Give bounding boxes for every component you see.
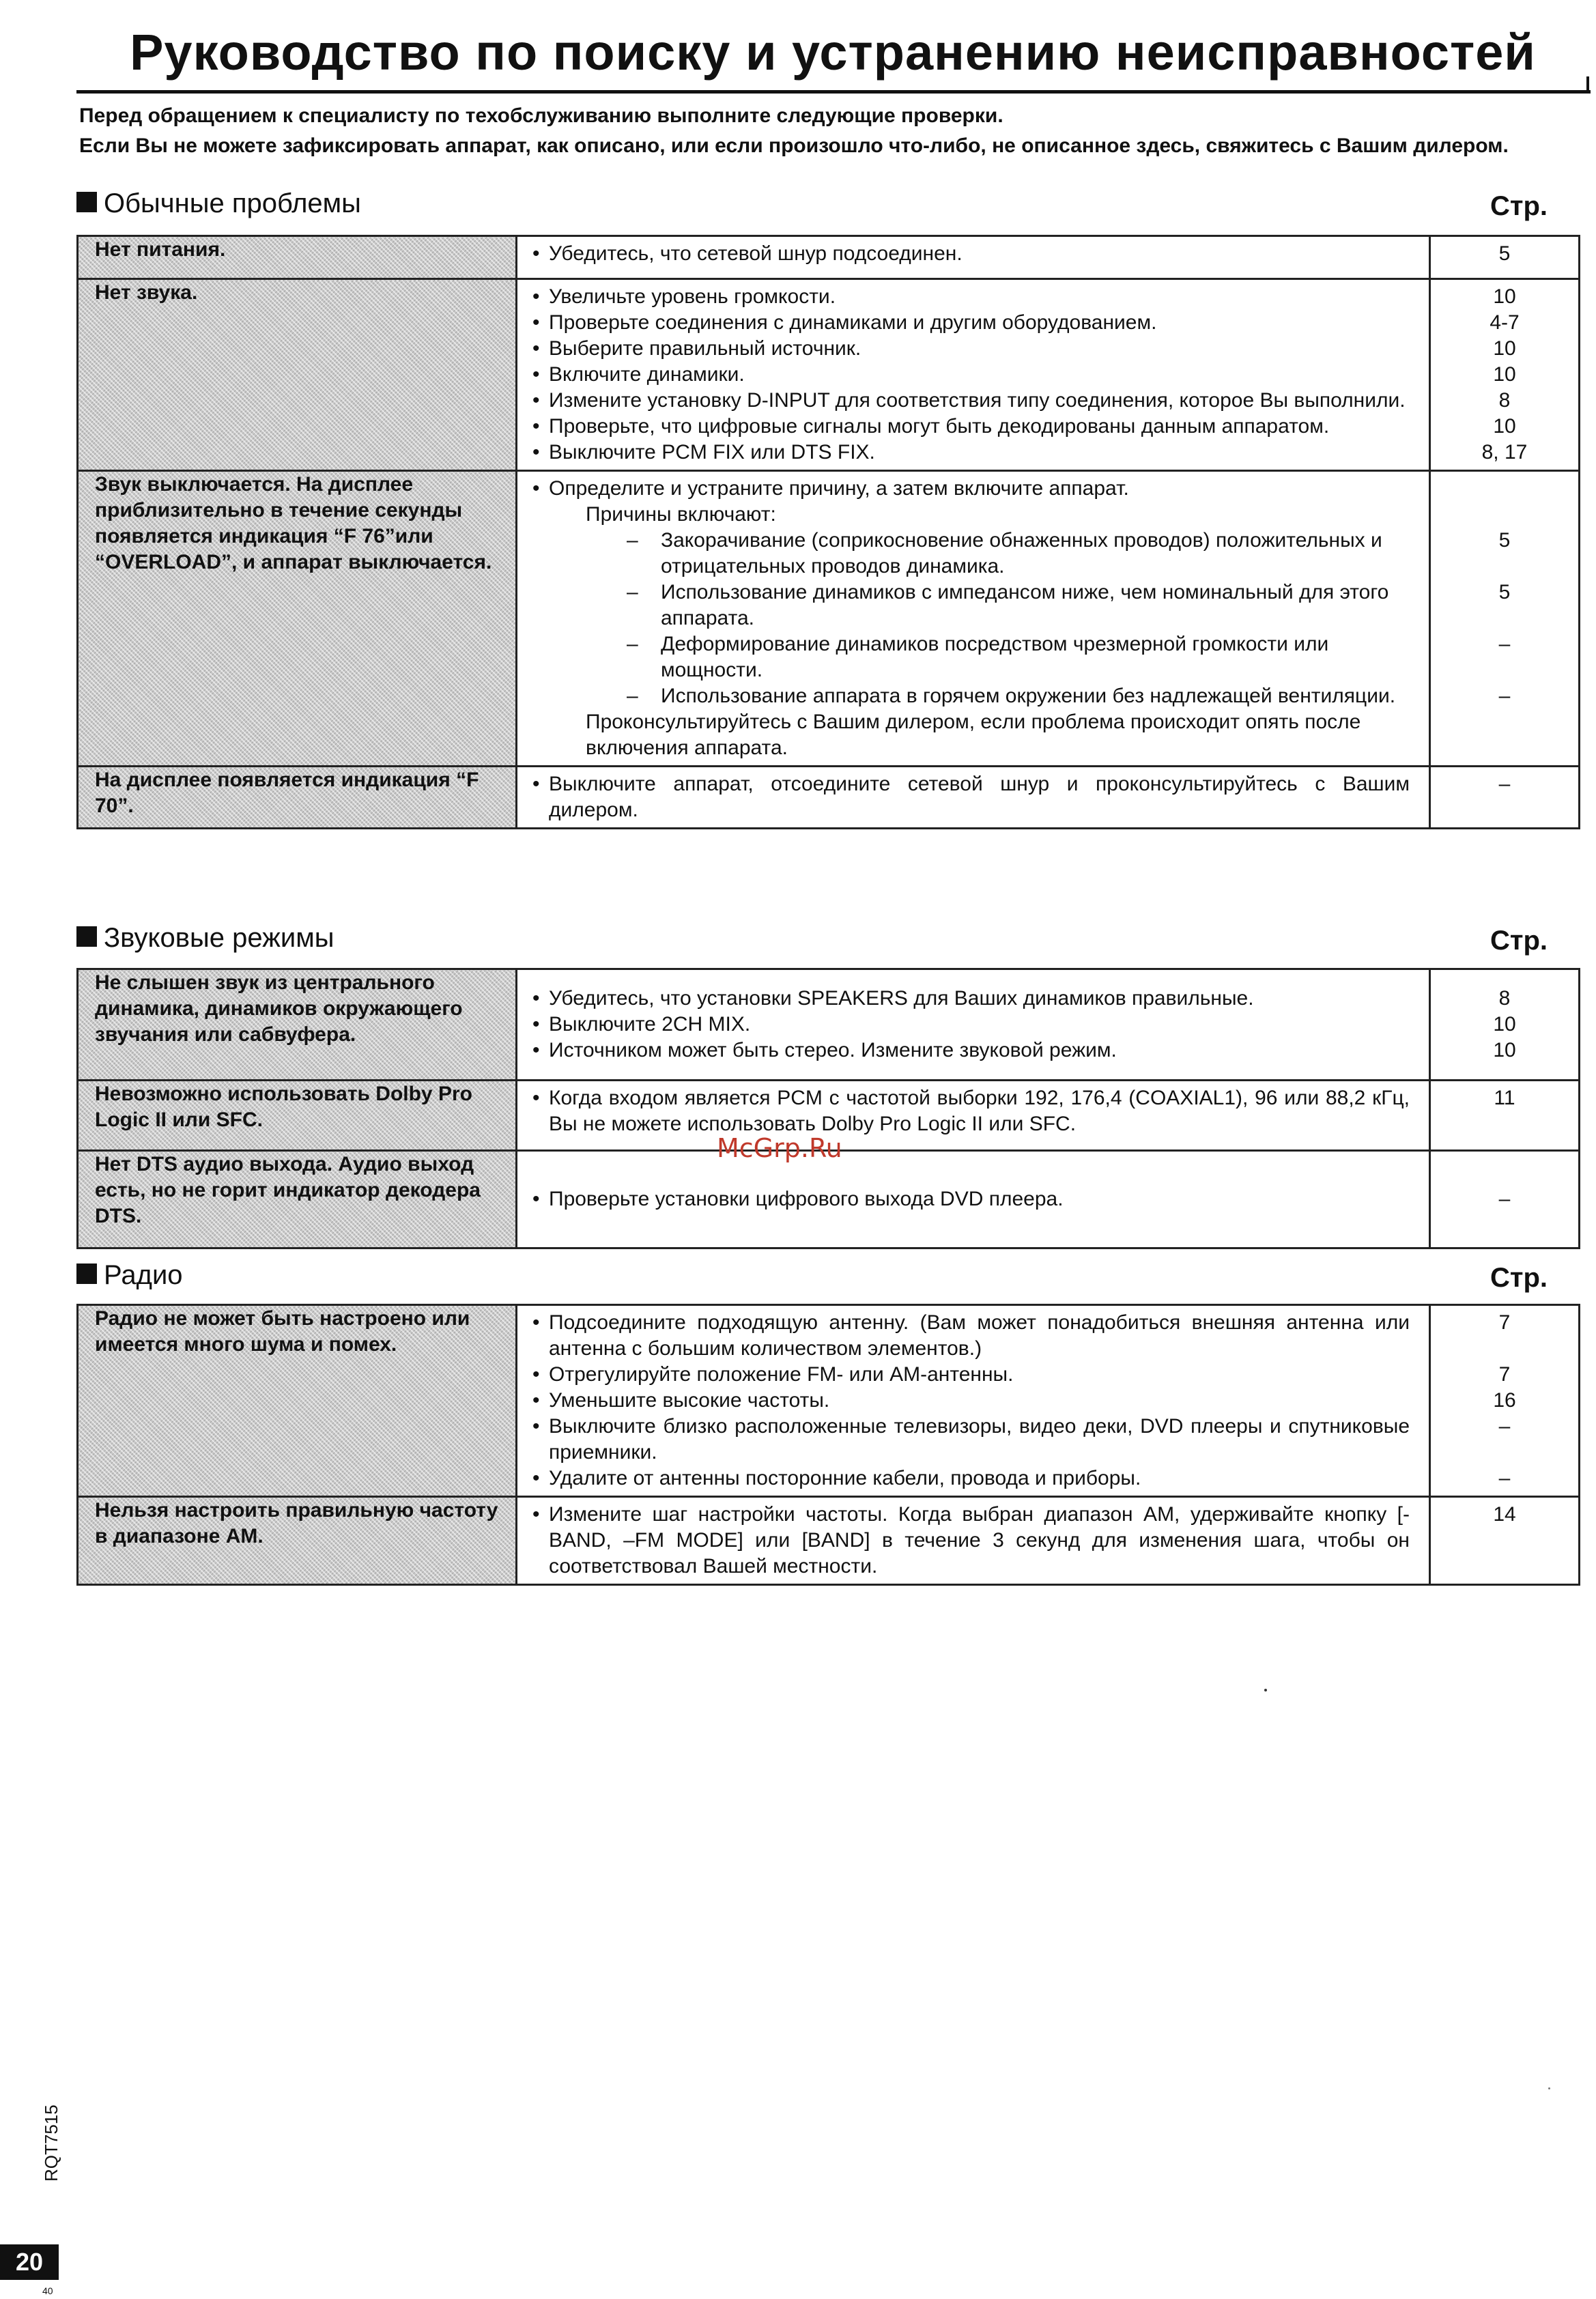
action-item: • Проверьте соединения с динамиками и другим оборудованием.	[531, 310, 1410, 336]
page-ref: 11	[1494, 1087, 1515, 1109]
page-cell	[1430, 236, 1580, 279]
problem-cell: Нельзя настроить правильную частоту в диапазоне AM.	[78, 1497, 517, 1585]
page-ref: 10	[1493, 363, 1516, 386]
action-item: • Проверьте установки цифрового выхода DVD плеера.	[531, 1186, 1410, 1212]
page-ref: 10	[1493, 1013, 1516, 1036]
section-title: Обычные проблемы	[104, 188, 361, 218]
section-header-radio	[76, 1260, 1582, 1294]
scan-speck	[1548, 2087, 1550, 2089]
intro-text	[79, 101, 1567, 161]
page-ref: 10	[1493, 285, 1516, 308]
problem-cell: Звук выключается. На дисплее приблизительно в течение секунды появляется индикация “F 76”или “OVERLOAD”, и аппарат выключается.	[78, 471, 517, 767]
problem-cell: Нет звука.	[78, 279, 517, 471]
common-problems-table	[76, 235, 1580, 829]
action-item: • Проверьте, что цифровые сигналы могут быть декодированы данным аппаратом.	[531, 414, 1410, 440]
sound-modes-table	[76, 968, 1580, 1249]
action-item: • Убедитесь, что сетевой шнур подсоединен.	[531, 241, 1410, 267]
page-cell	[1430, 767, 1580, 829]
action-item: • Определите и устраните причину, а затем включите аппарат.	[531, 476, 1410, 502]
page-ref: 7	[1498, 1311, 1511, 1334]
problem-cell: Невозможно использовать Dolby Pro Logic II или SFC.	[78, 1081, 517, 1151]
page-ref: –	[1498, 773, 1511, 795]
page-ref: 14	[1493, 1503, 1516, 1526]
problem-cell: Нет питания.	[78, 236, 517, 279]
page-ref: 8	[1498, 987, 1511, 1010]
cause-item: – Использование аппарата в горячем окружении без надлежащей вентиляции.	[627, 683, 1410, 709]
watermark: McGrp.Ru	[717, 1133, 842, 1163]
table-row	[78, 969, 1580, 1081]
problem-cell: На дисплее появляется индикация “F 70”.	[78, 767, 517, 829]
action-cell	[517, 236, 1430, 279]
action-item: • Выключите PCM FIX или DTS FIX.	[531, 440, 1410, 466]
page-column-label: Стр.	[1490, 1263, 1548, 1293]
action-item: • Источником может быть стерео. Измените звуковой режим.	[531, 1038, 1410, 1063]
intro-line-2: Если Вы не можете зафиксировать аппарат, как описано, или если произошло что-либо, не описанное здесь, свяжитесь с Вашим дилером.	[79, 134, 1509, 157]
action-item: • Убедитесь, что установки SPEAKERS для Ваших динамиков правильные.	[531, 986, 1410, 1012]
page-ref: –	[1498, 685, 1511, 707]
consult-note: Проконсультируйтесь с Вашим дилером, если проблема происходит опять после включения аппарата.	[586, 711, 1361, 759]
page-cell	[1430, 1151, 1580, 1248]
action-cell	[517, 471, 1430, 767]
action-item: • Отрегулируйте положение FM- или AM-антенны.	[531, 1362, 1410, 1388]
page-ref: 5	[1498, 242, 1511, 265]
page-column-label: Стр.	[1490, 926, 1548, 956]
problem-cell: Не слышен звук из центрального динамика, динамиков окружающего звучания или сабвуфера.	[78, 969, 517, 1081]
table-row	[78, 1305, 1580, 1497]
action-item: • Измените шаг настройки частоты. Когда выбран диапазон AM, удерживайте кнопку [-BAND, –FM MODE] или [BAND] в течение 3 секунд для изменения шага, чтобы он соответствовал Вашей местности.	[531, 1502, 1410, 1580]
action-cell	[517, 1305, 1430, 1497]
action-item: • Включите динамики.	[531, 362, 1410, 388]
problem-cell: Нет DTS аудио выхода. Аудио выход есть, но не горит индикатор декодера DTS.	[78, 1151, 517, 1248]
action-item: • Измените установку D-INPUT для соответствия типу соединения, которое Вы выполнили.	[531, 388, 1410, 414]
section-header-common	[76, 188, 1582, 223]
action-cell	[517, 279, 1430, 471]
table-row	[78, 1151, 1580, 1248]
action-cell	[517, 767, 1430, 829]
page-ref: 8, 17	[1481, 441, 1528, 463]
action-item: • Подсоедините подходящую антенну. (Вам может понадобиться внешняя антенна или антенна с большим количеством элементов.)	[531, 1310, 1410, 1362]
page-cell	[1430, 1497, 1580, 1585]
action-item: • Выберите правильный источник.	[531, 336, 1410, 362]
table-row	[78, 1497, 1580, 1585]
action-cell	[517, 1151, 1430, 1248]
page-ref: –	[1498, 1415, 1511, 1438]
square-bullet-icon	[76, 1263, 97, 1284]
page-ref: 10	[1493, 1039, 1516, 1061]
page-ref: 5	[1498, 581, 1511, 603]
page-ref: 8	[1498, 389, 1511, 412]
action-item: • Удалите от антенны посторонние кабели, провода и приборы.	[531, 1466, 1410, 1491]
action-cell	[517, 1497, 1430, 1585]
cause-item: – Закорачивание (соприкосновение обнаженных проводов) положительных и отрицательных проводов динамика.	[627, 528, 1410, 580]
document-code: RQT7515	[41, 2104, 61, 2182]
table-row	[78, 767, 1580, 829]
cause-item: – Деформирование динамиков посредством чрезмерной громкости или мощности.	[627, 631, 1410, 683]
page-number: 20	[0, 2244, 59, 2280]
section-title: Звуковые режимы	[104, 923, 334, 953]
intro-line-1: Перед обращением к специалисту по техобслуживанию выполните следующие проверки.	[79, 104, 1003, 127]
page-cell	[1430, 279, 1580, 471]
action-item: • Когда входом является PCM с частотой выборки 192, 176,4 (COAXIAL1), 96 или 88,2 кГц, Вы не можете использовать Dolby Pro Logic II или SFC.	[531, 1085, 1410, 1137]
page-ref: 4-7	[1490, 311, 1520, 334]
table-row	[78, 236, 1580, 279]
page-ref: 10	[1493, 337, 1516, 360]
title-rule	[76, 90, 1591, 94]
page-ref: 10	[1493, 415, 1516, 438]
square-bullet-icon	[76, 926, 97, 947]
action-cell	[517, 969, 1430, 1081]
title-rule-tick	[1586, 76, 1589, 93]
page-cell	[1430, 969, 1580, 1081]
action-cell	[517, 1081, 1430, 1151]
page-cell	[1430, 1305, 1580, 1497]
page-ref: 7	[1498, 1363, 1511, 1386]
page-cell	[1430, 471, 1580, 767]
tiny-mark: 40	[42, 2285, 53, 2296]
causes-label: Причины включают:	[586, 503, 776, 526]
scan-speck	[1264, 1689, 1267, 1691]
radio-table	[76, 1304, 1580, 1586]
page-ref: 5	[1498, 529, 1511, 552]
square-bullet-icon	[76, 192, 97, 212]
section-header-sound	[76, 923, 1582, 957]
action-item: • Уменьшите высокие частоты.	[531, 1388, 1410, 1414]
page-cell	[1430, 1081, 1580, 1151]
page-title: Руководство по поиску и устранению неисправностей	[130, 24, 1536, 81]
page-column-label: Стр.	[1490, 191, 1548, 221]
action-item: • Выключите близко расположенные телевизоры, видео деки, DVD плееры и спутниковые приемники.	[531, 1414, 1410, 1466]
problem-cell: Радио не может быть настроено или имеется много шума и помех.	[78, 1305, 517, 1497]
page-ref: –	[1498, 633, 1511, 655]
page-ref: –	[1498, 1467, 1511, 1489]
action-item: • Выключите 2CH MIX.	[531, 1012, 1410, 1038]
table-row	[78, 279, 1580, 471]
table-row	[78, 471, 1580, 767]
page-ref: –	[1498, 1188, 1511, 1210]
section-title: Радио	[104, 1260, 183, 1290]
action-item: • Выключите аппарат, отсоедините сетевой шнур и проконсультируйтесь с Вашим дилером.	[531, 771, 1410, 823]
cause-item: – Использование динамиков с импедансом ниже, чем номинальный для этого аппарата.	[627, 580, 1410, 631]
action-item: • Увеличьте уровень громкости.	[531, 284, 1410, 310]
page-ref: 16	[1493, 1389, 1516, 1412]
